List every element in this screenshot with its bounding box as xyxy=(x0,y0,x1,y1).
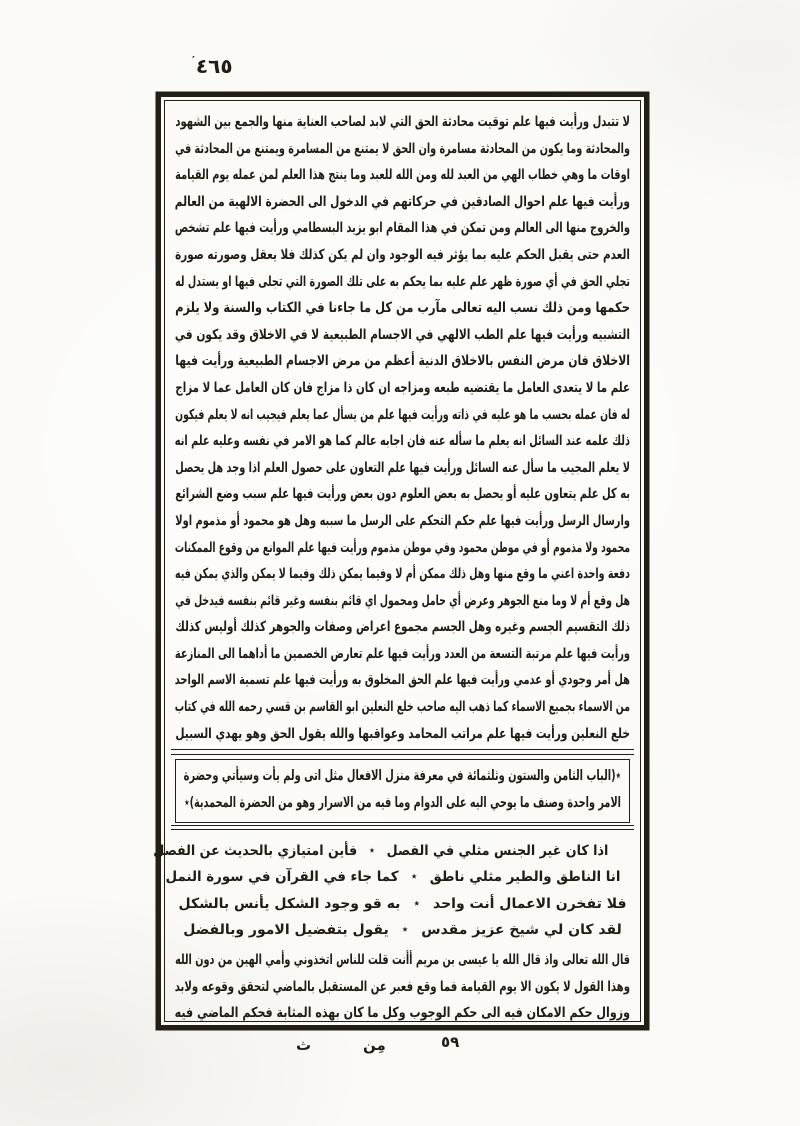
page-number-value: ٤٦٥ xyxy=(195,54,233,78)
text-line: ذلك التقسيم الجسم وغيره وهل الجسم مجموع اعراض وصفات والجوهر كذلك أوليس كذلك xyxy=(175,619,630,636)
page-number xyxy=(192,54,233,78)
closing-paragraph xyxy=(175,947,630,1027)
text-line: وهذا القول لا يكون الا يوم القيامة فما وقع فعبر عن المستقبل بالماضي لتحقق وقوعه ولابد xyxy=(174,978,630,995)
text-line: خلع النعلين ورأيت فيها علم مراتب المحامد وعواقبها والله يقول الحق وهو يهدي السبيل xyxy=(175,725,630,742)
text-line: والخروج منها الى العالم ومن تمكن في هذا المقام ابو يزيد البسطامي ورأيت فيها علم تشخص xyxy=(174,220,631,237)
text-line: الاخلاق فان مرض النفس بالاخلاق الدنية أعظم من مرض الاجسام الطبيعية ورأيت فيها xyxy=(175,353,630,370)
poem-verse xyxy=(175,916,630,942)
text-line: اوقات ما وهي خطاب الهي من العبد لله ومن الله للعبد وما ينتج هذا العلم لمن عمله يوم القيامة xyxy=(175,167,630,184)
text-line: دفعة واحدة اعني ما وقع منها وهل ذلك ممكن أم لا وفيما يمكن ذلك وفيما لا يمكن والذي يمكن فيه xyxy=(175,566,631,583)
verse-right-hemistich: اذا كان غير الجنس مثلي في الفصل xyxy=(386,843,609,860)
chapter-heading-box xyxy=(175,759,630,823)
text-line: علم ما لا يتعدى العامل ما يقتضيه طبعه ومزاجه ان كان ذا مزاج فان كان العامل عما لا مزاج xyxy=(175,379,630,396)
catchword-mark: مِن xyxy=(363,1036,386,1054)
text-line: لا يعلم المجيب ما سأل عنه السائل ورأيت فيها علم التعاون على حصول العلم اذا وجد هل يحصل xyxy=(175,459,630,476)
text-line: ورأيت فيها علم احوال الصادقين في حركاتهم في الدخول الى الحضرة الالهية من العالم xyxy=(174,193,631,210)
chapter-heading-line: الامر واحدة وصنف ما يوحي اليه على الدوام وما فيه من الاسرار وهو من الحضرة المحمدية)٭ xyxy=(184,794,621,811)
text-line: ذلك علمه عند السائل انه يعلم ما سأله عنه فان اجابه عالم كما هو الامر في نفسه وعليه علم انه xyxy=(174,433,630,450)
text-line: من الاسماء بجميع الاسماء كما ذهب اليه صاحب خلع النعلين ابو القاسم بن قسي رحمه الله في كتاب xyxy=(174,699,630,716)
poem-verse xyxy=(165,863,621,889)
text-line: ورأيت فيها علم مرتبة التسعة من العدد ورأيت فيها علم تعارض الخصمين ما أداهما الى المنازعة xyxy=(174,645,630,662)
text-line: التشبيه ورأيت فيها علم الطب الالهي في الاجسام الطبيعية لا في الاخلاق وقد يكون في xyxy=(174,326,630,343)
text-line: حكمها ومن ذلك نسب اليه تعالى مآرب من كل ما جاءنا في الكتاب والسنة ولا يلزم xyxy=(175,300,630,317)
verse-right-hemistich: لقد كان لي شيخ عزيز مقدس xyxy=(421,921,622,938)
verse-left-hemistich: يقول بتفضيل الامور وبالفضل xyxy=(183,921,389,938)
verse-star-separator: ٭ xyxy=(413,895,420,910)
text-line: قال الله تعالى واذ قال الله يا عيسى بن مريم أأنت قلت للناس اتخذوني وأمي الهين من دون الله xyxy=(175,952,631,968)
page-number-tick-mark: ′ xyxy=(192,54,195,67)
verse-star-separator: ٭ xyxy=(411,869,418,884)
poem-verse xyxy=(153,837,609,863)
text-line: له فان عمله بحسب ما هو عليه في ذاته ورأيت فيها علم من يسأل عما يعلم فيجيب انه لا يعلم فيكون xyxy=(175,406,630,423)
text-line: تجلي الحق في أي صورة ظهر علم عليه بما يحكم به على تلك الصورة التي تجلى فيها او يستدل له xyxy=(175,273,630,290)
text-line: والمحادثة وما يكون من المحادثة مسامرة وان الحق لا يمتنع من المسامرة ويمتنع من المحادثة في xyxy=(175,140,630,157)
quire-letter-mark: ث xyxy=(296,1036,312,1054)
chapter-heading-line: ٭(الباب الثامن والستون وثلثمائة في معرفة منزل الافعال مثل اتى ولم يأت وسيأتي وحضرة xyxy=(183,767,621,784)
verse-left-hemistich: به قو وجود الشكل يأنس بالشكل xyxy=(178,895,401,912)
text-line: محمود ولا مذموم أو في موطن محمود وفي موطن مذموم ورأيت فيها علم الموانع من وقوع الممكنات xyxy=(174,539,630,556)
poem-section xyxy=(153,830,630,944)
text-line: وارسال الرسل ورأيت فيها علم حكم التحكم على الرسل ما سببه وهل هو محمود أو مذموم اولا xyxy=(175,512,630,529)
verse-star-separator: ٭ xyxy=(368,843,375,858)
verse-star-separator: ٭ xyxy=(401,921,409,936)
text-line: هل أمر وجودي أو عدمي ورأيت فيها علم الحق المخلوق به ورأيت فيها علم تسمية الاسم الواحد xyxy=(174,672,630,689)
section-divider-rule xyxy=(171,749,634,755)
page-border-frame xyxy=(153,100,641,1022)
text-line: وزوال حكم الامكان فيه الى حكم الوجوب وكل ما كان بهذه المثابة فحكم الماضي فيه xyxy=(174,1005,630,1022)
poem-verse xyxy=(175,890,630,916)
verse-right-hemistich: فلا تفخرن الاعمال أنت واحد xyxy=(433,895,627,912)
text-line: هل وقع أم لا وما منع الجوهر وعرض أي حامل ومحمول اي قائم بنفسه وغير قائم بنفسه فيدخل في xyxy=(175,592,631,609)
quire-number-mark: ٥٩ xyxy=(441,1033,460,1051)
verse-left-hemistich: فأين امتيازي بالحديث عن الفصل xyxy=(153,843,358,860)
main-text-block xyxy=(175,109,630,747)
verse-right-hemistich: انا الناطق والطير مثلي ناطق xyxy=(429,869,621,886)
text-line: العدم حتى يقبل الحكم عليه بما يؤثر فيه الوجود وان لم يكن كذلك فلا يعقل وصورته صورة xyxy=(175,246,630,263)
verse-left-hemistich: كما جاء في القرآن في سورة النمل xyxy=(165,869,399,886)
text-line: لا تتبدل ورأيت فيها علم توقيت محادثة الحق التي لابد لصاحب العناية منها والجمع بين الشهود xyxy=(175,114,630,130)
text-line: به كل علم يتعاون عليه أو يحصل به بعض العلوم دون بعض ورأيت فيها علم سبب وضع الشرائع xyxy=(175,486,630,503)
